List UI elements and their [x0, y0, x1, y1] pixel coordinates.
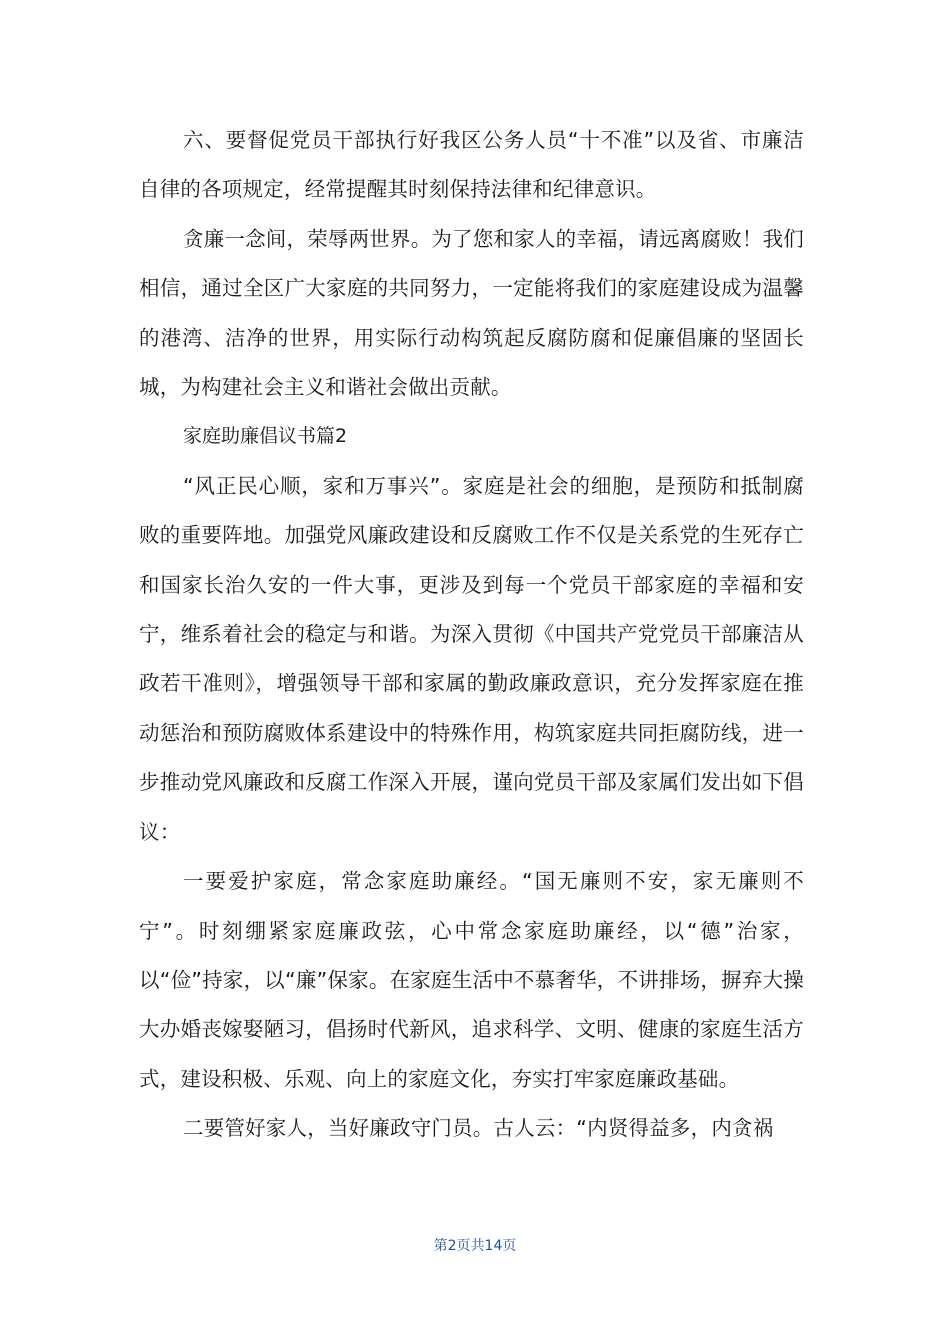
section-title: 家庭助廉倡议书篇2: [183, 425, 348, 448]
paragraph-intro: “风正民心顺，家和万事兴”。家庭是社会的细胞，是预防和抵制腐败的重要阵地。加强党风廉政建设和反腐败工作不仅是关系党的生死存亡和国家长治久安的一件大事，更涉及到每一个党员干部家庭的幸福和安宁，维系着社会的稳定与和谐。为深入贯彻《中国共产党党员干部廉洁从政若干准则》，增强领导干部和家属的勤政廉政意识，充分发挥家庭在推动惩治和预防腐败体系建设中的特殊作用，构筑家庭共同拒腐防线，进一步推动党风廉政和反腐工作深入开展，谨向党员干部及家属们发出如下倡议：: [139, 473, 804, 844]
page-number: 第2页共14页: [433, 1238, 517, 1254]
document-body: [139, 116, 804, 1154]
paragraph-closing: 贪廉一念间，荣辱两世界。为了您和家人的幸福，请远离腐败！我们相信，通过全区广大家庭的共同努力，一定能将我们的家庭建设成为温馨的港湾、洁净的世界，用实际行动构筑起反腐防腐和促廉倡廉的坚固长城，为构建社会主义和谐社会做出贡献。: [139, 226, 804, 400]
paragraph-six: 六、要督促党员干部执行好我区公务人员“十不准”以及省、市廉洁自律的各项规定，经常提醒其时刻保持法律和纪律意识。: [139, 128, 804, 202]
paragraph-point-two: 二要管好家人，当好廉政守门员。古人云：“内贤得益多，内贪祸: [183, 1116, 774, 1141]
paragraph-point-one: 一要爱护家庭，常念家庭助廉经。“国无廉则不安，家无廉则不宁”。时刻绷紧家庭廉政弦，心中常念家庭助廉经，以“德”治家，以“俭”持家，以“廉”保家。在家庭生活中不慕奢华，不讲排场，摒弃大操大办婚丧嫁娶陋习，倡扬时代新风，追求科学、文明、健康的家庭生活方式，建设积极、乐观、向上的家庭文化，夯实打牢家庭廉政基础。: [139, 869, 804, 1091]
